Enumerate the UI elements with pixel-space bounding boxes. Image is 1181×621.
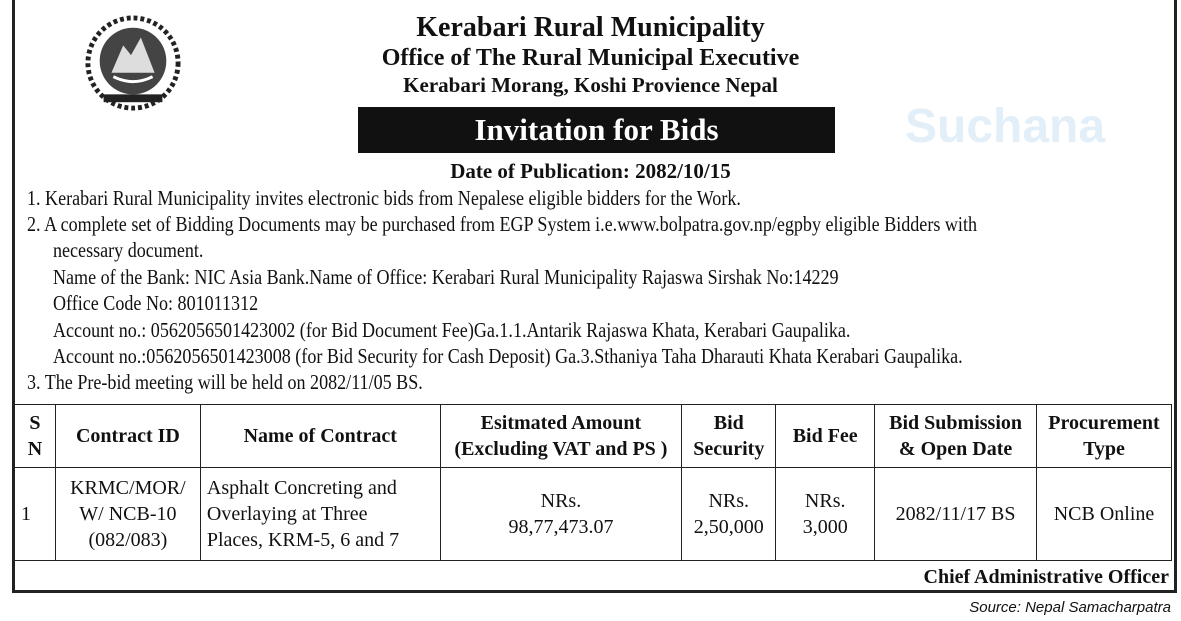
col-contract-id: Contract ID (55, 405, 200, 468)
col-procurement-type: Procurement Type (1037, 405, 1172, 468)
col-sn: S N (15, 405, 56, 468)
col-bid-fee: Bid Fee (776, 405, 875, 468)
table-row (15, 468, 1172, 561)
cell-amount: NRs. 98,77,473.07 (440, 468, 682, 561)
col-submission-date: Bid Submission & Open Date (875, 405, 1037, 468)
cell-submission-date: 2082/11/17 BS (875, 468, 1037, 561)
watermark: Suchana (905, 100, 1106, 153)
cell-contract-id: KRMC/MOR/ W/ NCB-10 (082/083) (55, 468, 200, 561)
office-code: Office Code No: 801011312 (53, 291, 259, 315)
source-credit: Source: Nepal Samacharpatra (969, 599, 1171, 616)
col-bid-security: Bid Security (682, 405, 776, 468)
municipality-name: Kerabari Rural Municipality (416, 12, 765, 43)
office-name: Office of The Rural Municipal Executive (381, 45, 800, 71)
cell-bid-fee: NRs. 3,000 (776, 468, 875, 561)
publication-date: Date of Publication: 2082/10/15 (450, 159, 731, 183)
signatory: Chief Administrative Officer (923, 566, 1169, 588)
cell-procurement-type: NCB Online (1037, 468, 1172, 561)
cell-sn: 1 (15, 468, 56, 561)
bid-table (14, 404, 1172, 561)
office-address: Kerabari Morang, Koshi Provience Nepal (403, 73, 778, 97)
table-header-row (15, 405, 1172, 468)
notice-title: Invitation for Bids (358, 107, 835, 153)
account-security: Account no.:0562056501423008 (for Bid Security for Cash Deposit) Ga.3.Sthaniya Taha Dharauti Khata Kerabari Gaupalika. (53, 344, 963, 368)
clause-3: 3. The Pre-bid meeting will be held on 2082/11/05 BS. (27, 370, 423, 394)
clause-1: 1. Kerabari Rural Municipality invites electronic bids from Nepalese eligible bidders for the Work. (27, 186, 741, 210)
cell-contract-name: Asphalt Concreting and Overlaying at Three Places, KRM-5, 6 and 7 (200, 468, 440, 561)
clause-2: 2. A complete set of Bidding Documents may be purchased from EGP System i.e.www.bolpatra.gov.np/egpby eligible Bidders with (27, 212, 978, 236)
col-amount: Esitmated Amount (Excluding VAT and PS ) (440, 405, 682, 468)
cell-bid-security: NRs. 2,50,000 (682, 468, 776, 561)
col-contract-name: Name of Contract (200, 405, 440, 468)
bank-info: Name of the Bank: NIC Asia Bank.Name of Office: Kerabari Rural Municipality Rajaswa Sirshak No:14229 (53, 265, 839, 289)
clause-2-cont: necessary document. (53, 238, 204, 262)
account-fee: Account no.: 0562056501423002 (for Bid Document Fee)Ga.1.1.Antarik Rajaswa Khata, Kerabari Gaupalika. (53, 318, 851, 342)
